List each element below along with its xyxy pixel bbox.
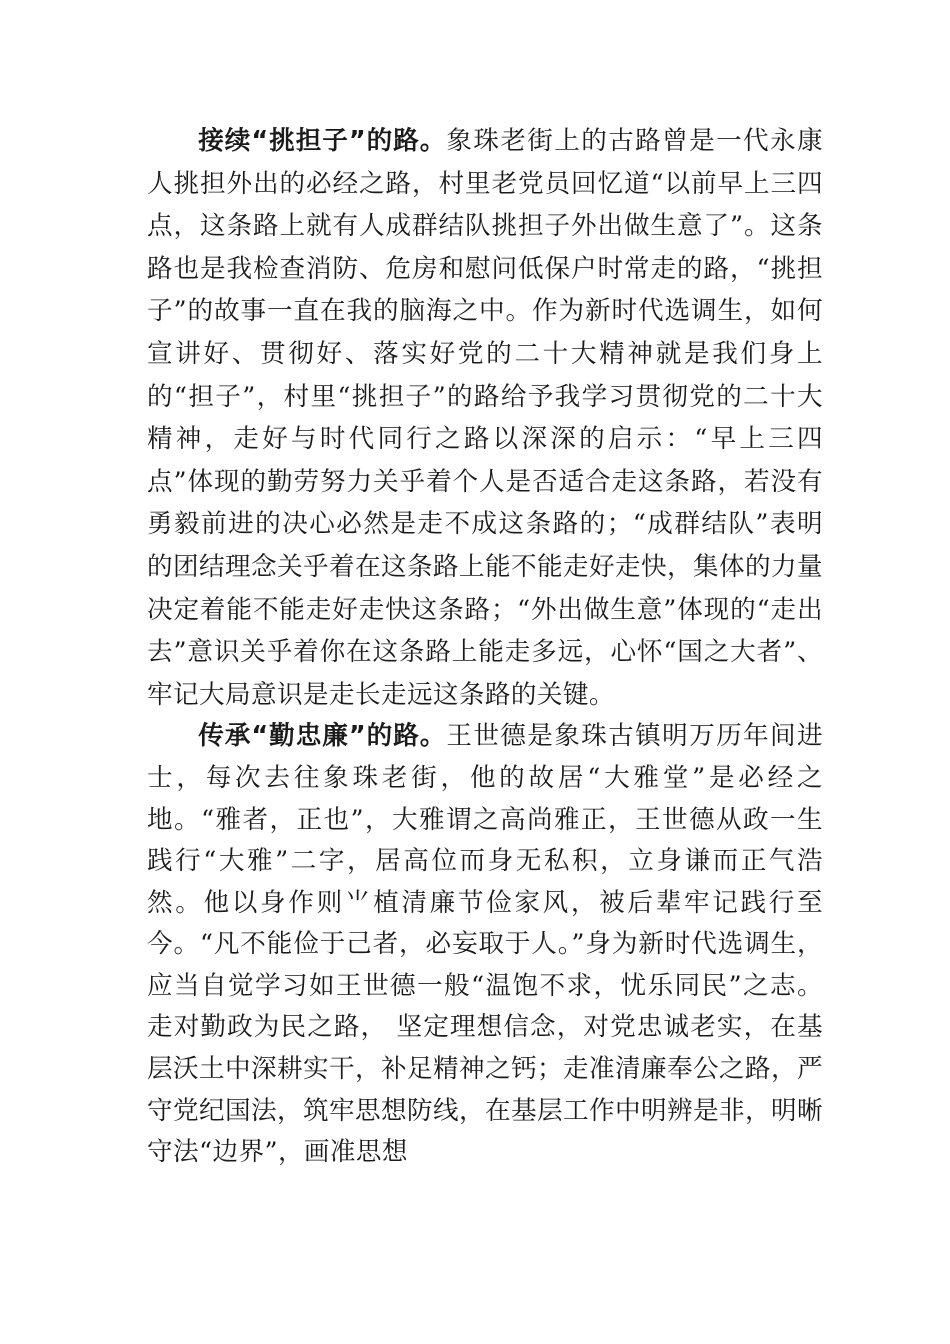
paragraph-1	[147, 120, 823, 716]
paragraph-1-heading: 接续“挑担子”的路。	[198, 126, 447, 156]
paragraph-2	[147, 716, 823, 1174]
paragraph-2-text: 王世德是象珠古镇明万历年间进士，每次去往象珠老街，他的故居“大雅堂”是必经之地。“雅者，正也”，大雅谓之高尚雅正，王世德从政一生践行“大雅”二字，居高位而身无私积，立身谦而正气浩然。他以身作则⺌植清廉节俭家风，被后辈牢记践行至今。“凡不能俭于己者，必妄取于人。”身为新时代选调生，应当自觉学习如王世德一般“温饱不求，忧乐同民”之志。走对勤政为民之路， 坚定理想信念，对党忠诚老实，在基层沃土中深耕实干，补足精神之钙；走准清廉奉公之路，严守党纪国法，筑牢思想防线，在基层工作中明辨是非，明晰守法“边界”，画准思想	[147, 721, 823, 1168]
paragraph-2-heading: 传承“勤忠廉”的路。	[198, 721, 447, 752]
document-body	[147, 120, 823, 1174]
paragraph-1-text: 象珠老街上的古路曾是一代永康人挑担外出的必经之路，村里老党员回忆道“以前早上三四点，这条路上就有人成群结队挑担子外出做生意了”。这条路也是我检查消防、危房和慰问低保户时常走的路，“挑担子”的故事一直在我的脑海之中。作为新时代选调生，如何宣讲好、贯彻好、落实好党的二十大精神就是我们身上的“担子”，村里“挑担子”的路给予我学习贯彻党的二十大精神，走好与时代同行之路以深深的启示：“早上三四点”体现的勤劳努力关乎着个人是否适合走这条路，若没有勇毅前进的决心必然是走不成这条路的；“成群结队”表明的团结理念关乎着在这条路上能不能走好走快，集体的力量决定着能不能走好走快这条路；“外出做生意”体现的“走出去”意识关乎着你在这条路上能走多远，心怀“国之大者”、牢记大局意识是走长走远这条路的关键。	[147, 126, 823, 710]
